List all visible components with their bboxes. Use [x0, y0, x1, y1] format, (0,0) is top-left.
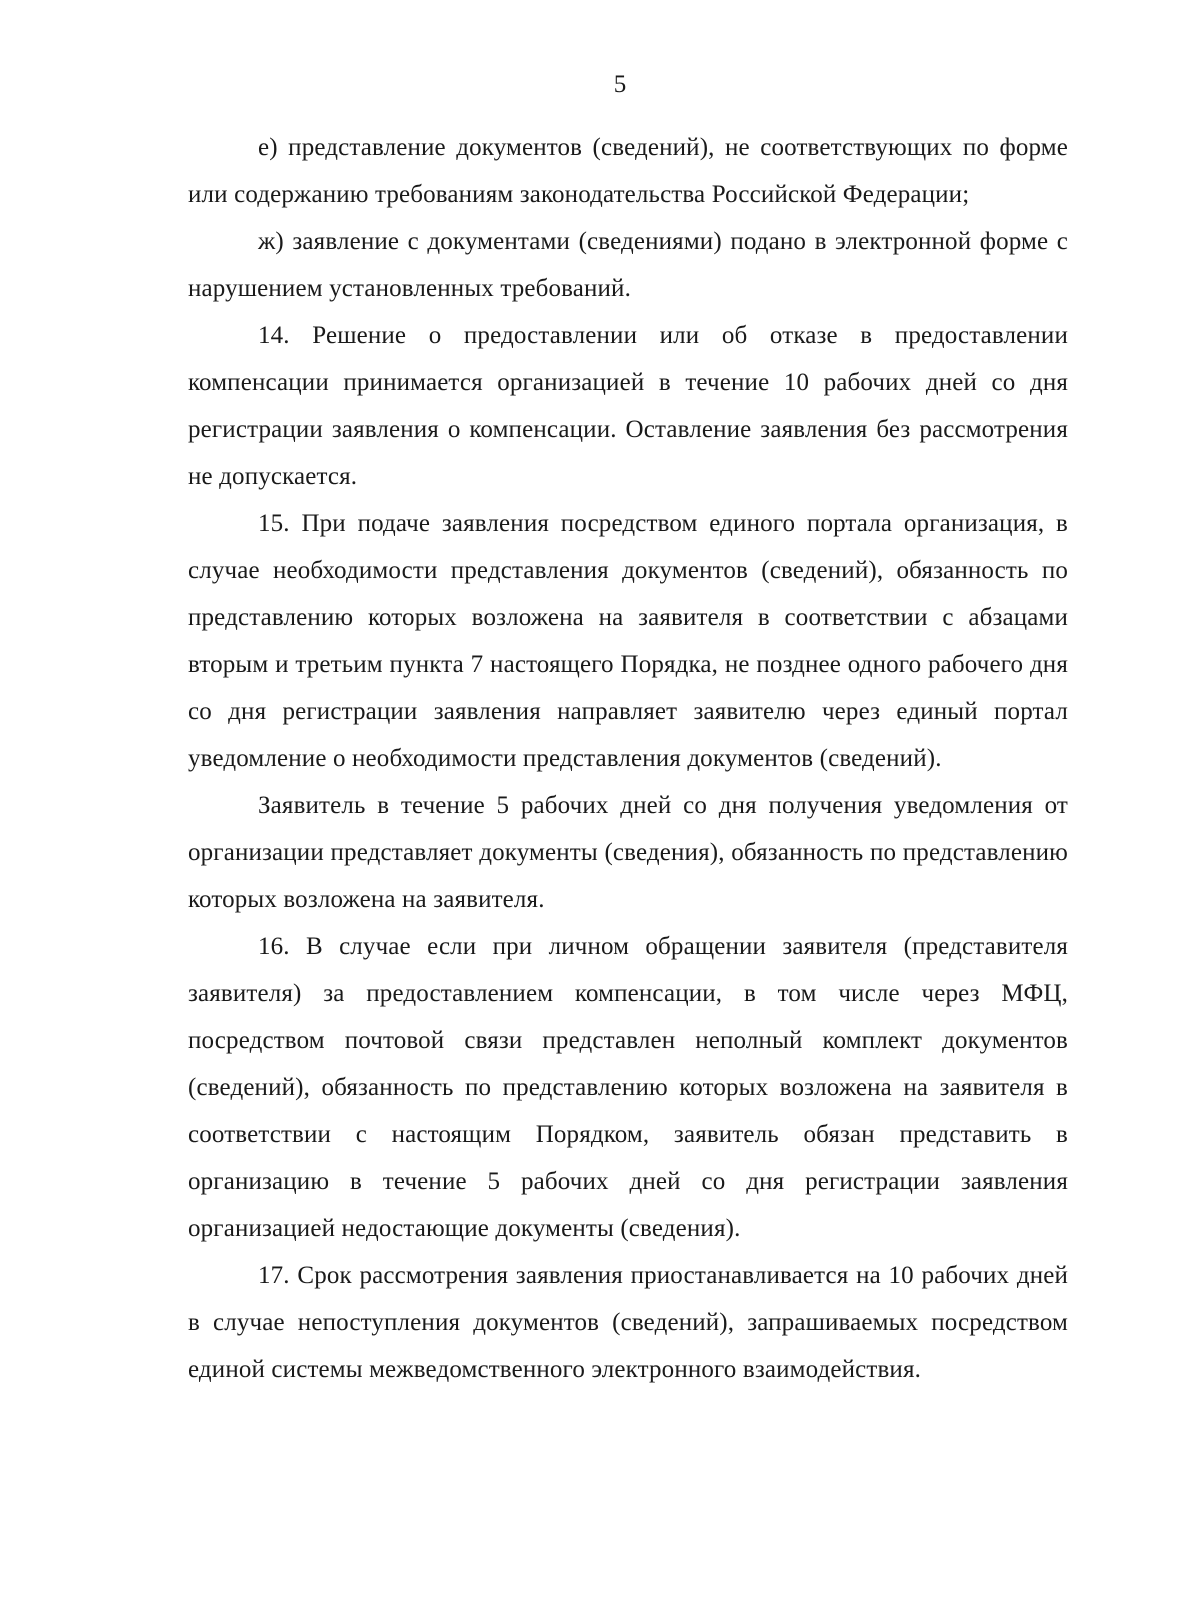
paragraph-14: 14. Решение о предоставлении или об отказе в предоставлении компенсации принимается организацией в течение 10 рабочих дней со дня регистрации заявления о компенсации. Оставление заявления без рассмотрения не допускается.	[188, 322, 1068, 490]
paragraph-item-e: е) представление документов (сведений), не соответствующих по форме или содержанию требованиям законодательства Российской Федерации;	[188, 134, 1068, 208]
paragraph-15-continued: Заявитель в течение 5 рабочих дней со дня получения уведомления от организации представляет документы (сведения), обязанность по представлению которых возложена на заявителя.	[188, 792, 1068, 913]
paragraph-16: 16. В случае если при личном обращении заявителя (представителя заявителя) за предоставлением компенсации, в том числе через МФЦ, посредством почтовой связи представлен неполный комплект документов (сведений), обязанность по представлению которых возложена на заявителя в соответствии с настоящим Порядком, заявитель обязан представить в организацию в течение 5 рабочих дней со дня регистрации заявления организацией недостающие документы (сведения).	[188, 933, 1068, 1242]
paragraph-15: 15. При подаче заявления посредством единого портала организация, в случае необходимости представления документов (сведений), обязанность по представлению которых возложена на заявителя в соответствии с абзацами вторым и третьим пункта 7 настоящего Порядка, не позднее одного рабочего дня со дня регистрации заявления направляет заявителю через единый портал уведомление о необходимости представления документов (сведений).	[188, 510, 1068, 772]
document-body	[188, 124, 1068, 1393]
paragraph-17: 17. Срок рассмотрения заявления приостанавливается на 10 рабочих дней в случае непоступления документов (сведений), запрашиваемых посредством единой системы межведомственного электронного взаимодействия.	[188, 1262, 1068, 1383]
page-number: 5	[613, 71, 627, 98]
paragraph-item-zh: ж) заявление с документами (сведениями) подано в электронной форме с нарушением установленных требований.	[188, 228, 1068, 302]
